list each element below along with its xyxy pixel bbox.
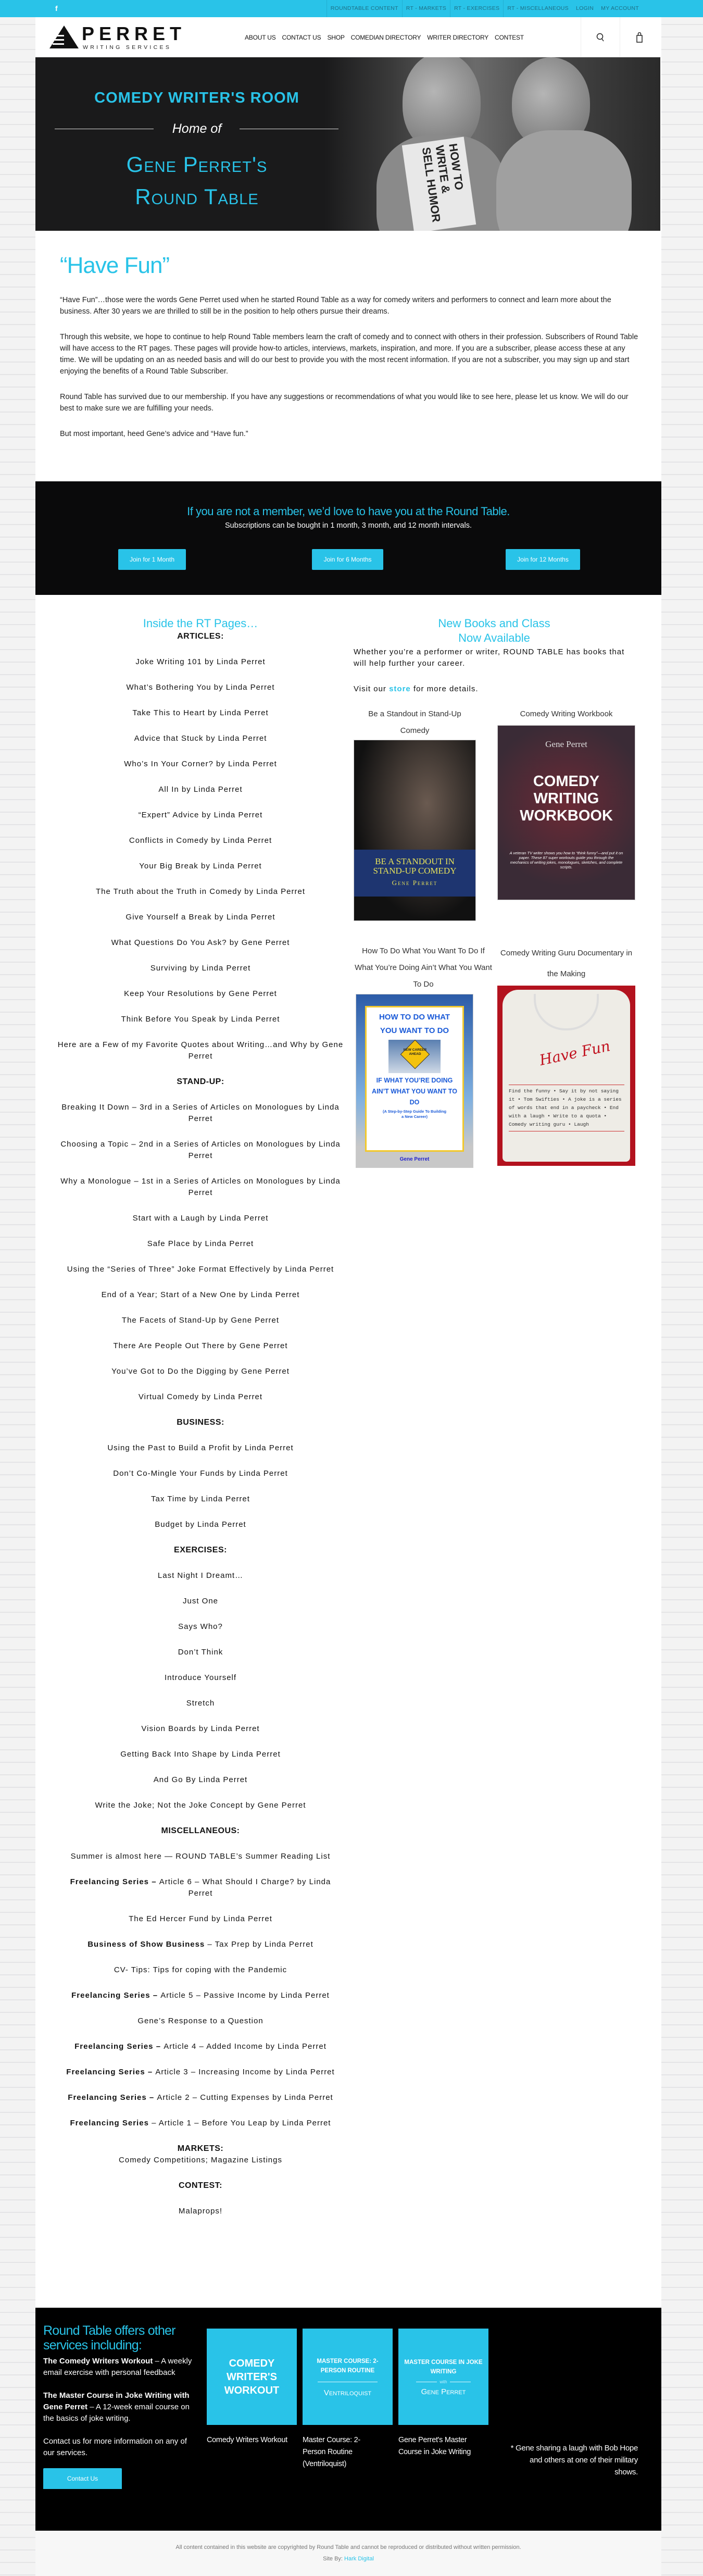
section-heading: MISCELLANEOUS: xyxy=(161,1826,240,1835)
article-link[interactable]: Summer is almost here — ROUND TABLE’s Summer Reading List xyxy=(70,1852,331,1861)
hero-title: COMEDY WRITER'S ROOM xyxy=(94,90,299,106)
book-cover-workbook[interactable]: Gene Perret COMEDY WRITING WORKBOOK A veteran TV writer shows you how to “think funny”—and put it on paper. These 87 super workouts guide you through the mechanics of writing jokes, monologues, sketches, and complete scripts. xyxy=(497,725,635,900)
article-link[interactable]: Last Night I Dreamt… xyxy=(157,1571,244,1580)
shirt-text: Find the funny • Say it by not saying it • Tom Swifties • A joke is a series of words that end in a paycheck • End with a laugh • Write to a quota • Comedy writing guru • Laugh xyxy=(509,1085,624,1131)
contact-us-button[interactable]: Contact Us xyxy=(43,2468,122,2489)
service-workout: The Comedy Writers Workout – A weekly email exercise with personal feedback xyxy=(43,2357,192,2377)
article-link[interactable]: You’ve Got to Do the Digging by Gene Perret xyxy=(111,1367,290,1376)
article-link[interactable]: Joke Writing 101 by Linda Perret xyxy=(135,657,266,666)
cart-button[interactable] xyxy=(620,17,659,57)
article-link[interactable]: Freelancing Series – Article 6 – What Should I Charge? by Linda Perret xyxy=(70,1877,331,1898)
intro-section xyxy=(60,253,643,454)
article-link[interactable]: What’s Bothering You by Linda Perret xyxy=(126,683,275,692)
article-link[interactable]: Comedy Competitions; Magazine Listings xyxy=(119,2156,282,2164)
utility-link-rt-markets[interactable]: RT - MARKETS xyxy=(402,0,450,17)
contact-text: Contact us for more information on any of our services. xyxy=(43,2437,187,2457)
article-link[interactable]: Virtual Comedy by Linda Perret xyxy=(138,1392,263,1401)
intro-paragraph: Through this website, we hope to continue to help Round Table members learn the craft of comedy and to connect with others in their profession. Subscribers of Round Table will have access to the RT pages. These pages will provide how-to articles, interviews, markets, inspiration, and more. If you are a subscriber, please access these at any time. We will be updating on an as needed basis and will do our best to provide you with the most recent information. If you are not a subscriber, you may sign up and start enjoying the benefits of a Round Table Subscriber. xyxy=(60,333,638,376)
article-link[interactable]: Breaking It Down – 3rd in a Series of Articles on Monologues by Linda Perret xyxy=(61,1103,340,1123)
article-link[interactable]: The Facets of Stand-Up by Gene Perret xyxy=(121,1316,280,1325)
article-link[interactable]: Budget by Linda Perret xyxy=(155,1520,246,1529)
books-intro: Whether you’re a performer or writer, ROUND TABLE has books that will help further your career. xyxy=(354,648,625,668)
article-link[interactable]: Freelancing Series – Article 3 – Increasing Income by Linda Perret xyxy=(66,2068,335,2076)
utility-link-roundtable-content[interactable]: ROUNDTABLE CONTENT xyxy=(327,0,402,17)
perret-logo[interactable] xyxy=(49,24,195,52)
section-heading: EXERCISES: xyxy=(174,1546,227,1554)
article-link[interactable]: Gene’s Response to a Question xyxy=(137,2017,263,2025)
article-link[interactable]: Safe Place by Linda Perret xyxy=(147,1239,254,1248)
my-account-link[interactable]: MY ACCOUNT xyxy=(601,5,639,11)
article-link[interactable]: All In by Linda Perret xyxy=(158,785,243,794)
utility-link-rt-miscellaneous[interactable]: RT - MISCELLANEOUS xyxy=(503,0,572,17)
article-link[interactable]: Just One xyxy=(182,1597,219,1606)
article-link[interactable]: Take This to Heart by Linda Perret xyxy=(132,708,269,717)
section-heading: CONTEST: xyxy=(179,2181,222,2190)
section-heading: MARKETS: xyxy=(177,2144,224,2153)
guru-tshirt-image[interactable] xyxy=(497,986,635,1166)
article-link[interactable]: Surviving by Linda Perret xyxy=(150,964,251,973)
article-link[interactable]: Who’s In Your Corner? by Linda Perret xyxy=(124,760,277,768)
rt-pages-list xyxy=(52,616,349,2231)
article-link[interactable]: End of a Year; Start of a New One by Linda Perret xyxy=(101,1290,300,1299)
article-link[interactable]: Start with a Laugh by Linda Perret xyxy=(132,1214,269,1223)
book-title[interactable]: How To Do What You Want To Do If What You’re Doing Ain’t What You Want To Do xyxy=(355,947,492,989)
site-header xyxy=(35,17,661,57)
membership-heading: If you are not a member, we’d love to have you at the Round Table. xyxy=(187,505,510,518)
rt-pages-title: Inside the RT Pages… xyxy=(143,617,258,630)
hero-book: HOW TO WRITE & SELL HUMOR xyxy=(402,136,476,231)
article-link[interactable]: The Ed Hercer Fund by Linda Perret xyxy=(129,1914,272,1923)
article-link[interactable]: Vision Boards by Linda Perret xyxy=(141,1724,260,1733)
utility-nav xyxy=(327,0,643,17)
store-line: Visit our store for more details. xyxy=(354,685,479,693)
hero-banner xyxy=(35,57,660,231)
logo-name: PERRET xyxy=(82,23,186,44)
article-link[interactable]: The Truth about the Truth in Comedy by Linda Perret xyxy=(95,887,306,896)
shirt-script: Have Fun xyxy=(537,1037,612,1069)
article-link[interactable]: Getting Back Into Shape by Linda Perret xyxy=(120,1750,281,1759)
nav-comedian-directory[interactable]: COMEDIAN DIRECTORY xyxy=(350,33,421,41)
tile-caption[interactable]: Comedy Writers Workout xyxy=(207,2436,287,2444)
nav-contest[interactable]: CONTEST xyxy=(495,33,524,41)
article-link[interactable]: Choosing a Topic – 2nd in a Series of Articles on Monologues by Linda Perret xyxy=(60,1140,341,1160)
books-title: New Books and Class Now Available xyxy=(438,617,550,644)
store-link[interactable]: store xyxy=(389,685,411,693)
article-link[interactable]: Using the Past to Build a Profit by Linda Perret xyxy=(107,1443,294,1452)
article-link[interactable]: Write the Joke; Not the Joke Concept by Gene Perret xyxy=(95,1801,306,1810)
tile-master-course-joke-writing[interactable]: MASTER COURSE IN JOKE WRITING with Gene Perret xyxy=(398,2329,488,2425)
book-title[interactable]: Comedy Writing Workbook xyxy=(520,710,613,718)
tile-caption[interactable]: Master Course: 2-Person Routine (Ventriloquist) xyxy=(303,2436,360,2468)
article-link[interactable]: Conflicts in Comedy by Linda Perret xyxy=(129,836,272,845)
article-link[interactable]: Don’t Think xyxy=(178,1648,223,1657)
site-footer xyxy=(35,2531,661,2576)
article-link[interactable]: Freelancing Series – Article 4 – Added Income by Linda Perret xyxy=(74,2042,327,2051)
article-link[interactable]: Give Yourself a Break by Linda Perret xyxy=(125,913,275,922)
intro-paragraph: “Have Fun”…those were the words Gene Perret used when he started Round Table as a way for comedy writers and performers to connect and learn more about the business. After 30 years we are thrilled to still be in the position to help others pursue their dreams. xyxy=(60,296,611,316)
main-nav xyxy=(245,17,524,57)
article-link[interactable]: Says Who? xyxy=(178,1622,223,1631)
book-cover-standout[interactable]: BE A STANDOUT IN STAND-UP COMEDY Gene Perret xyxy=(354,740,476,921)
article-link[interactable]: Your Big Break by Linda Perret xyxy=(139,862,262,870)
services-heading: Round Table offers other services including: xyxy=(43,2323,175,2353)
article-link[interactable]: “Expert” Advice by Linda Perret xyxy=(138,811,263,819)
hero-photo xyxy=(324,57,660,231)
section-heading: BUSINESS: xyxy=(177,1418,224,1427)
hark-digital-link[interactable]: Hark Digital xyxy=(344,2556,374,2562)
article-link[interactable]: Malaprops! xyxy=(178,2207,223,2216)
book-title[interactable]: Be a Standout in Stand-Up Comedy xyxy=(368,710,461,735)
top-utility-bar xyxy=(0,0,703,17)
article-link[interactable]: CV- Tips: Tips for coping with the Pandemic xyxy=(114,1965,287,1974)
logo-triangle-icon xyxy=(49,26,79,48)
article-link[interactable]: Using the “Series of Three” Joke Format Effectively by Linda Perret xyxy=(67,1265,334,1274)
article-link[interactable]: Freelancing Series – Article 5 – Passive Income by Linda Perret xyxy=(71,1991,330,2000)
section-heading: ARTICLES: xyxy=(177,632,224,641)
logo-subtitle: WRITING SERVICES xyxy=(83,44,172,51)
article-link[interactable]: Here are a Few of my Favorite Quotes about Writing…and Why by Gene Perret xyxy=(57,1040,344,1061)
intro-paragraph: Round Table has survived due to our membership. If you have any suggestions or recommendations of what you would like to see here, please let us know. We will do our best to make sure we are fulfilling your needs. xyxy=(60,393,629,413)
join-12-months-button[interactable]: Join for 12 Months xyxy=(506,549,580,570)
join-6-months-button[interactable]: Join for 6 Months xyxy=(312,549,383,570)
join-1-month-button[interactable]: Join for 1 Month xyxy=(118,549,186,570)
article-link[interactable]: Advice that Stuck by Linda Perret xyxy=(134,734,267,743)
article-link[interactable]: Tax Time by Linda Perret xyxy=(151,1495,250,1503)
site-credit: Site By: Hark Digital xyxy=(323,2556,374,2562)
hero-home-of: Home of xyxy=(172,121,222,136)
hero-subtitle: Gene Perret's Round Table xyxy=(126,152,268,209)
nav-contact-us[interactable]: CONTACT US xyxy=(282,33,321,41)
article-link[interactable]: Business of Show Business – Tax Prep by Linda Perret xyxy=(87,1940,313,1949)
service-master-course: The Master Course in Joke Writing with Gene Perret – A 12-week email course on the basics of joke writing. xyxy=(43,2391,190,2423)
article-link[interactable]: Introduce Yourself xyxy=(164,1673,237,1682)
membership-subheading: Subscriptions can be bought in 1 month, 3 month, and 12 month intervals. xyxy=(225,521,472,530)
article-link[interactable]: What Questions Do You Ask? by Gene Perret xyxy=(111,938,290,947)
section-heading: STAND-UP: xyxy=(177,1077,224,1086)
nav-about-us[interactable]: ABOUT US xyxy=(245,33,276,41)
article-link[interactable]: Freelancing Series – Article 1 – Before You Leap by Linda Perret xyxy=(70,2119,331,2127)
utility-link-rt-exercises[interactable]: RT - EXERCISES xyxy=(450,0,503,17)
nav-writer-directory[interactable]: WRITER DIRECTORY xyxy=(427,33,488,41)
copyright-text: All content contained in this website are copyrighted by Round Table and cannot be reproduced or distributed without written permission. xyxy=(175,2544,521,2550)
services-section xyxy=(35,2308,661,2531)
article-link[interactable]: Why a Monologue – 1st in a Series of Articles on Monologues by Linda Perret xyxy=(60,1177,341,1197)
search-icon xyxy=(596,33,605,42)
shopping-bag-icon xyxy=(636,32,643,43)
article-link[interactable]: Stretch xyxy=(186,1699,215,1708)
article-link[interactable]: And Go By Linda Perret xyxy=(153,1775,248,1784)
tile-caption[interactable]: Gene Perret's Master Course in Joke Writing xyxy=(398,2436,471,2456)
intro-paragraph: But most important, heed Gene’s advice and “Have fun.” xyxy=(60,430,248,438)
facebook-icon[interactable]: f xyxy=(55,4,58,13)
article-link[interactable]: There Are People Out There by Gene Perret xyxy=(113,1341,288,1350)
books-section xyxy=(354,616,645,695)
book-cover-how-to[interactable]: HOW TO DO WHAT YOU WANT TO DO NEW CAREER AHEAD IF WHAT YOU’RE DOING AIN’T WHAT YOU WANT TO DO (A Step-by-Step Guide To Building a New Career) Gene Perret xyxy=(356,994,473,1168)
intro-title: “Have Fun” xyxy=(60,253,170,278)
photo-caption: * Gene sharing a laugh with Bob Hope and others at one of their military shows. xyxy=(510,2444,638,2477)
search-button[interactable] xyxy=(581,17,620,57)
article-link[interactable]: Think Before You Speak by Linda Perret xyxy=(121,1015,280,1024)
tile-master-course-2-person[interactable]: MASTER COURSE: 2-PERSON ROUTINE Ventriloquist xyxy=(303,2329,393,2425)
tile-comedy-writers-workout[interactable]: COMEDY WRITER'S WORKOUT xyxy=(207,2329,297,2425)
nav-shop[interactable]: SHOP xyxy=(327,33,345,41)
book-title[interactable]: Comedy Writing Guru Documentary in the Making xyxy=(500,949,633,978)
article-link[interactable]: Keep Your Resolutions by Gene Perret xyxy=(124,989,277,998)
membership-banner xyxy=(35,481,661,595)
article-link[interactable]: Don’t Co-Mingle Your Funds by Linda Perret xyxy=(113,1469,288,1478)
login-link[interactable]: LOGIN xyxy=(575,5,594,11)
services-column xyxy=(43,2323,197,2489)
article-link[interactable]: Freelancing Series – Article 2 – Cutting Expenses by Linda Perret xyxy=(68,2093,333,2102)
